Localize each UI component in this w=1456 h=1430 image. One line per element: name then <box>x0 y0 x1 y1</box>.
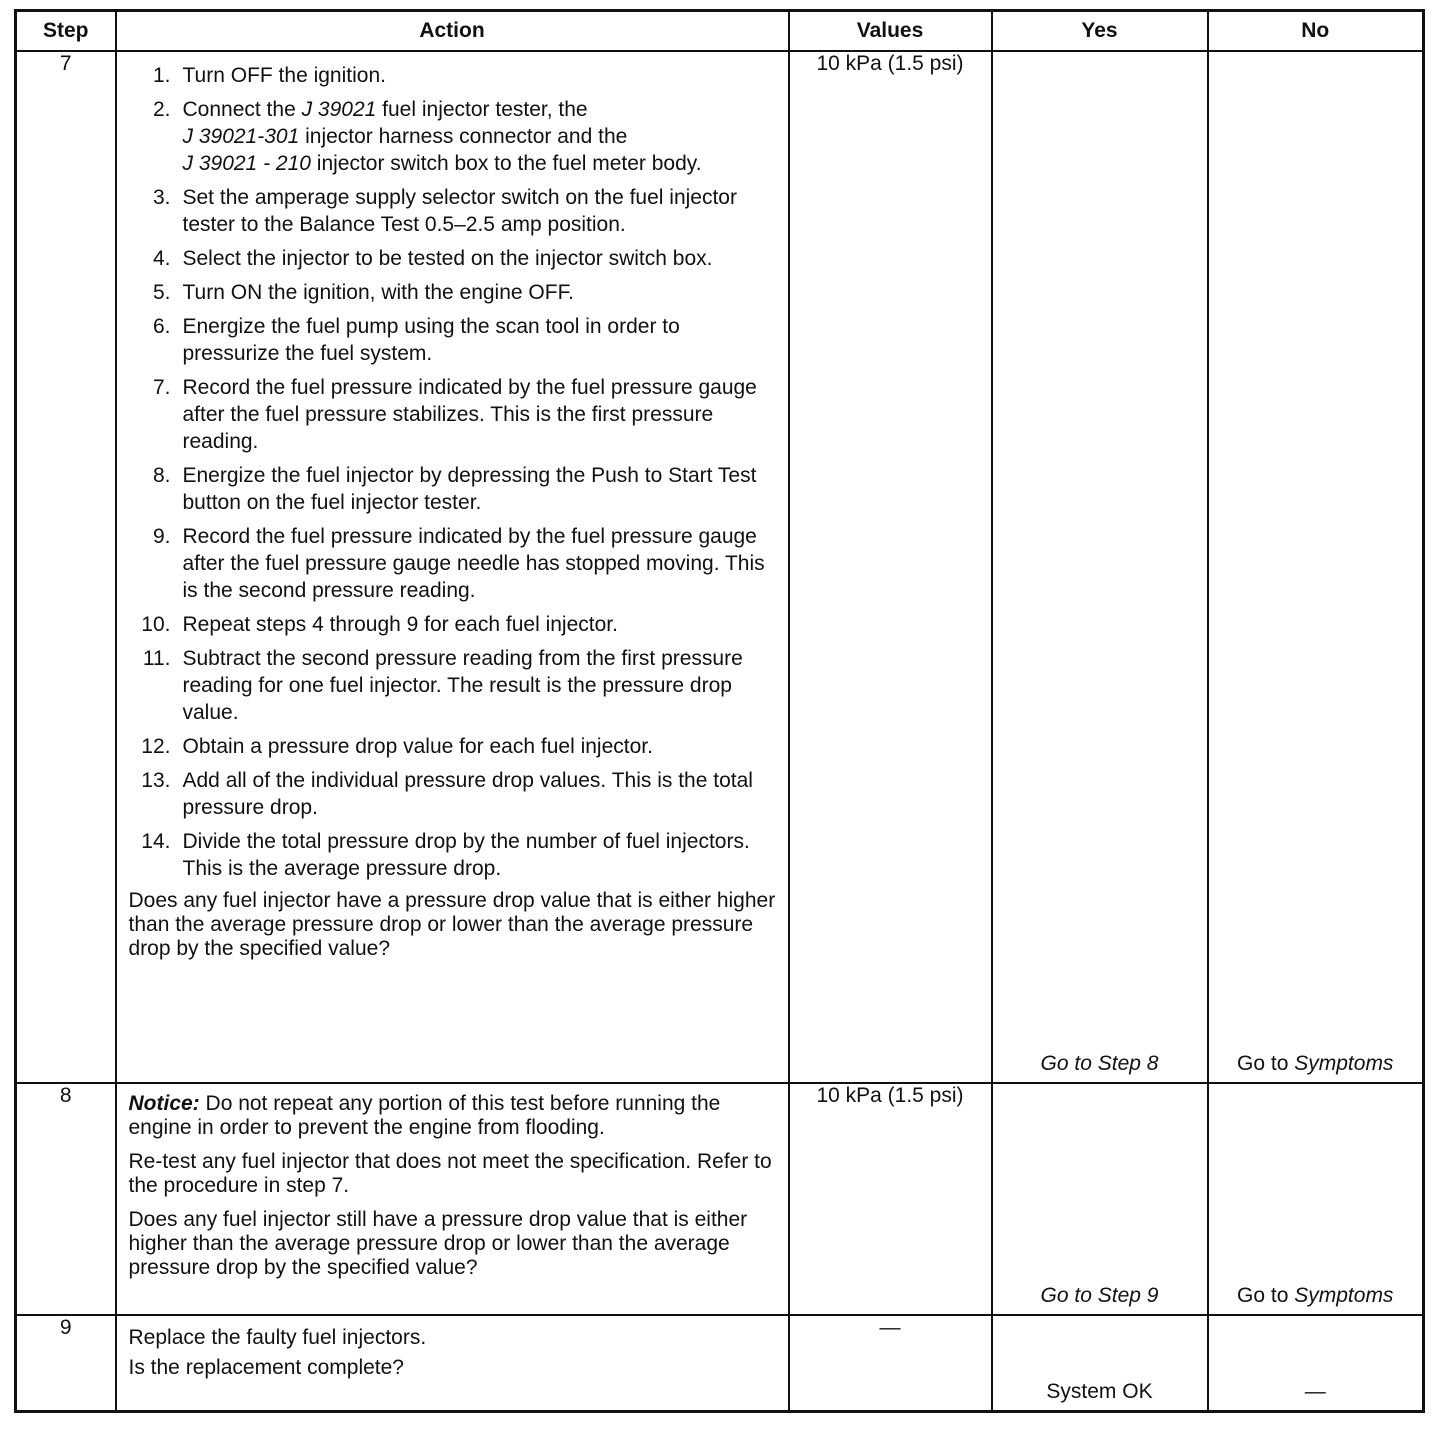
list-item: 5. Turn ON the ignition, with the engine OFF. <box>152 281 574 304</box>
no-cell <box>1208 1315 1424 1411</box>
step-instruction: Replace the faulty fuel injectors. <box>128 1326 427 1349</box>
table-row-step-7 <box>16 51 1424 1083</box>
step-question: Does any fuel injector have a pressure drop value that is either higher than the average pressure drop or lower than the average pressure drop by the specified value? <box>128 889 776 960</box>
action-cell <box>116 1083 789 1315</box>
list-item: 14. Divide the total pressure drop by the number of fuel injectors. This is the average pressure drop. <box>141 830 750 880</box>
procedure-list <box>117 62 788 882</box>
table-row-step-9 <box>16 1315 1424 1411</box>
list-item: 8. Energize the fuel injector by depressing the Push to Start Test button on the fuel injector tester. <box>152 464 757 514</box>
spec-value: — <box>789 1315 992 1411</box>
list-item: 12. Obtain a pressure drop value for each fuel injector. <box>141 735 653 758</box>
yes-outcome: System OK <box>1046 1379 1153 1403</box>
tool-id: J 39021 <box>301 98 377 121</box>
notice: Notice: Do not repeat any portion of this test before running the engine in order to prevent the engine from flooding. <box>128 1092 721 1139</box>
list-item: 6. Energize the fuel pump using the scan tool in order to pressurize the fuel system. <box>152 315 680 365</box>
yes-cell <box>992 51 1208 1083</box>
action-cell <box>116 51 789 1083</box>
header-row <box>16 11 1424 52</box>
step-instruction: Re-test any fuel injector that does not meet the specification. Refer to the procedure in step 7. <box>128 1150 772 1197</box>
table-row-step-8 <box>16 1083 1424 1315</box>
no-outcome: — <box>1304 1379 1326 1403</box>
step-number: 9 <box>16 1315 116 1411</box>
no-cell <box>1208 1083 1424 1315</box>
list-item: 9. Record the fuel pressure indicated by the fuel pressure gauge after the fuel pressure gauge needle has stopped moving. This is the second pressure reading. <box>152 525 765 602</box>
spec-value: 10 kPa (1.5 psi) <box>789 1083 992 1315</box>
list-item: 10. Repeat steps 4 through 9 for each fuel injector. <box>141 613 618 636</box>
list-item: 13. Add all of the individual pressure drop values. This is the total pressure drop. <box>141 769 753 819</box>
tool-id: J 39021 - 210 <box>182 152 311 175</box>
yes-cell <box>992 1315 1208 1411</box>
tool-id: J 39021-301 <box>182 125 300 148</box>
list-item: 7. Record the fuel pressure indicated by the fuel pressure gauge after the fuel pressure stabilizes. This is the first pressure reading. <box>152 376 757 453</box>
step-number: 8 <box>16 1083 116 1315</box>
yes-outcome: Go to Step 8 <box>1040 1052 1159 1075</box>
no-outcome: Go to Symptoms <box>1237 1284 1394 1307</box>
header-yes: Yes <box>992 11 1208 52</box>
list-item: 3. Set the amperage supply selector switch on the fuel injector tester to the Balance Test 0.5–2.5 amp position. <box>152 186 737 236</box>
yes-outcome: Go to Step 9 <box>1040 1284 1159 1307</box>
step-question: Is the replacement complete? <box>128 1356 404 1379</box>
spec-value: 10 kPa (1.5 psi) <box>789 51 992 1083</box>
list-item: 4. Select the injector to be tested on the injector switch box. <box>152 247 713 270</box>
list-item: 11. Subtract the second pressure reading from the first pressure reading for one fuel injector. The result is the pressure drop value. <box>142 647 743 724</box>
list-item: 1. Turn OFF the ignition. <box>152 64 386 87</box>
no-outcome: Go to Symptoms <box>1237 1052 1394 1075</box>
list-item: 2. Connect the J 39021 fuel injector tester, the J 39021-301 injector harness connector and the J 39021 - 210 injector switch box to the fuel meter body. <box>152 98 702 175</box>
header-values: Values <box>789 11 992 52</box>
diagnostic-table <box>14 9 1425 1413</box>
step-question: Does any fuel injector still have a pressure drop value that is either higher than the average pressure drop or lower than the average pressure drop by the specified value? <box>128 1208 748 1279</box>
step-number: 7 <box>16 51 116 1083</box>
action-cell <box>116 1315 789 1411</box>
yes-cell <box>992 1083 1208 1315</box>
no-cell <box>1208 51 1424 1083</box>
header-no: No <box>1208 11 1424 52</box>
header-step: Step <box>16 11 116 52</box>
header-action: Action <box>116 11 789 52</box>
